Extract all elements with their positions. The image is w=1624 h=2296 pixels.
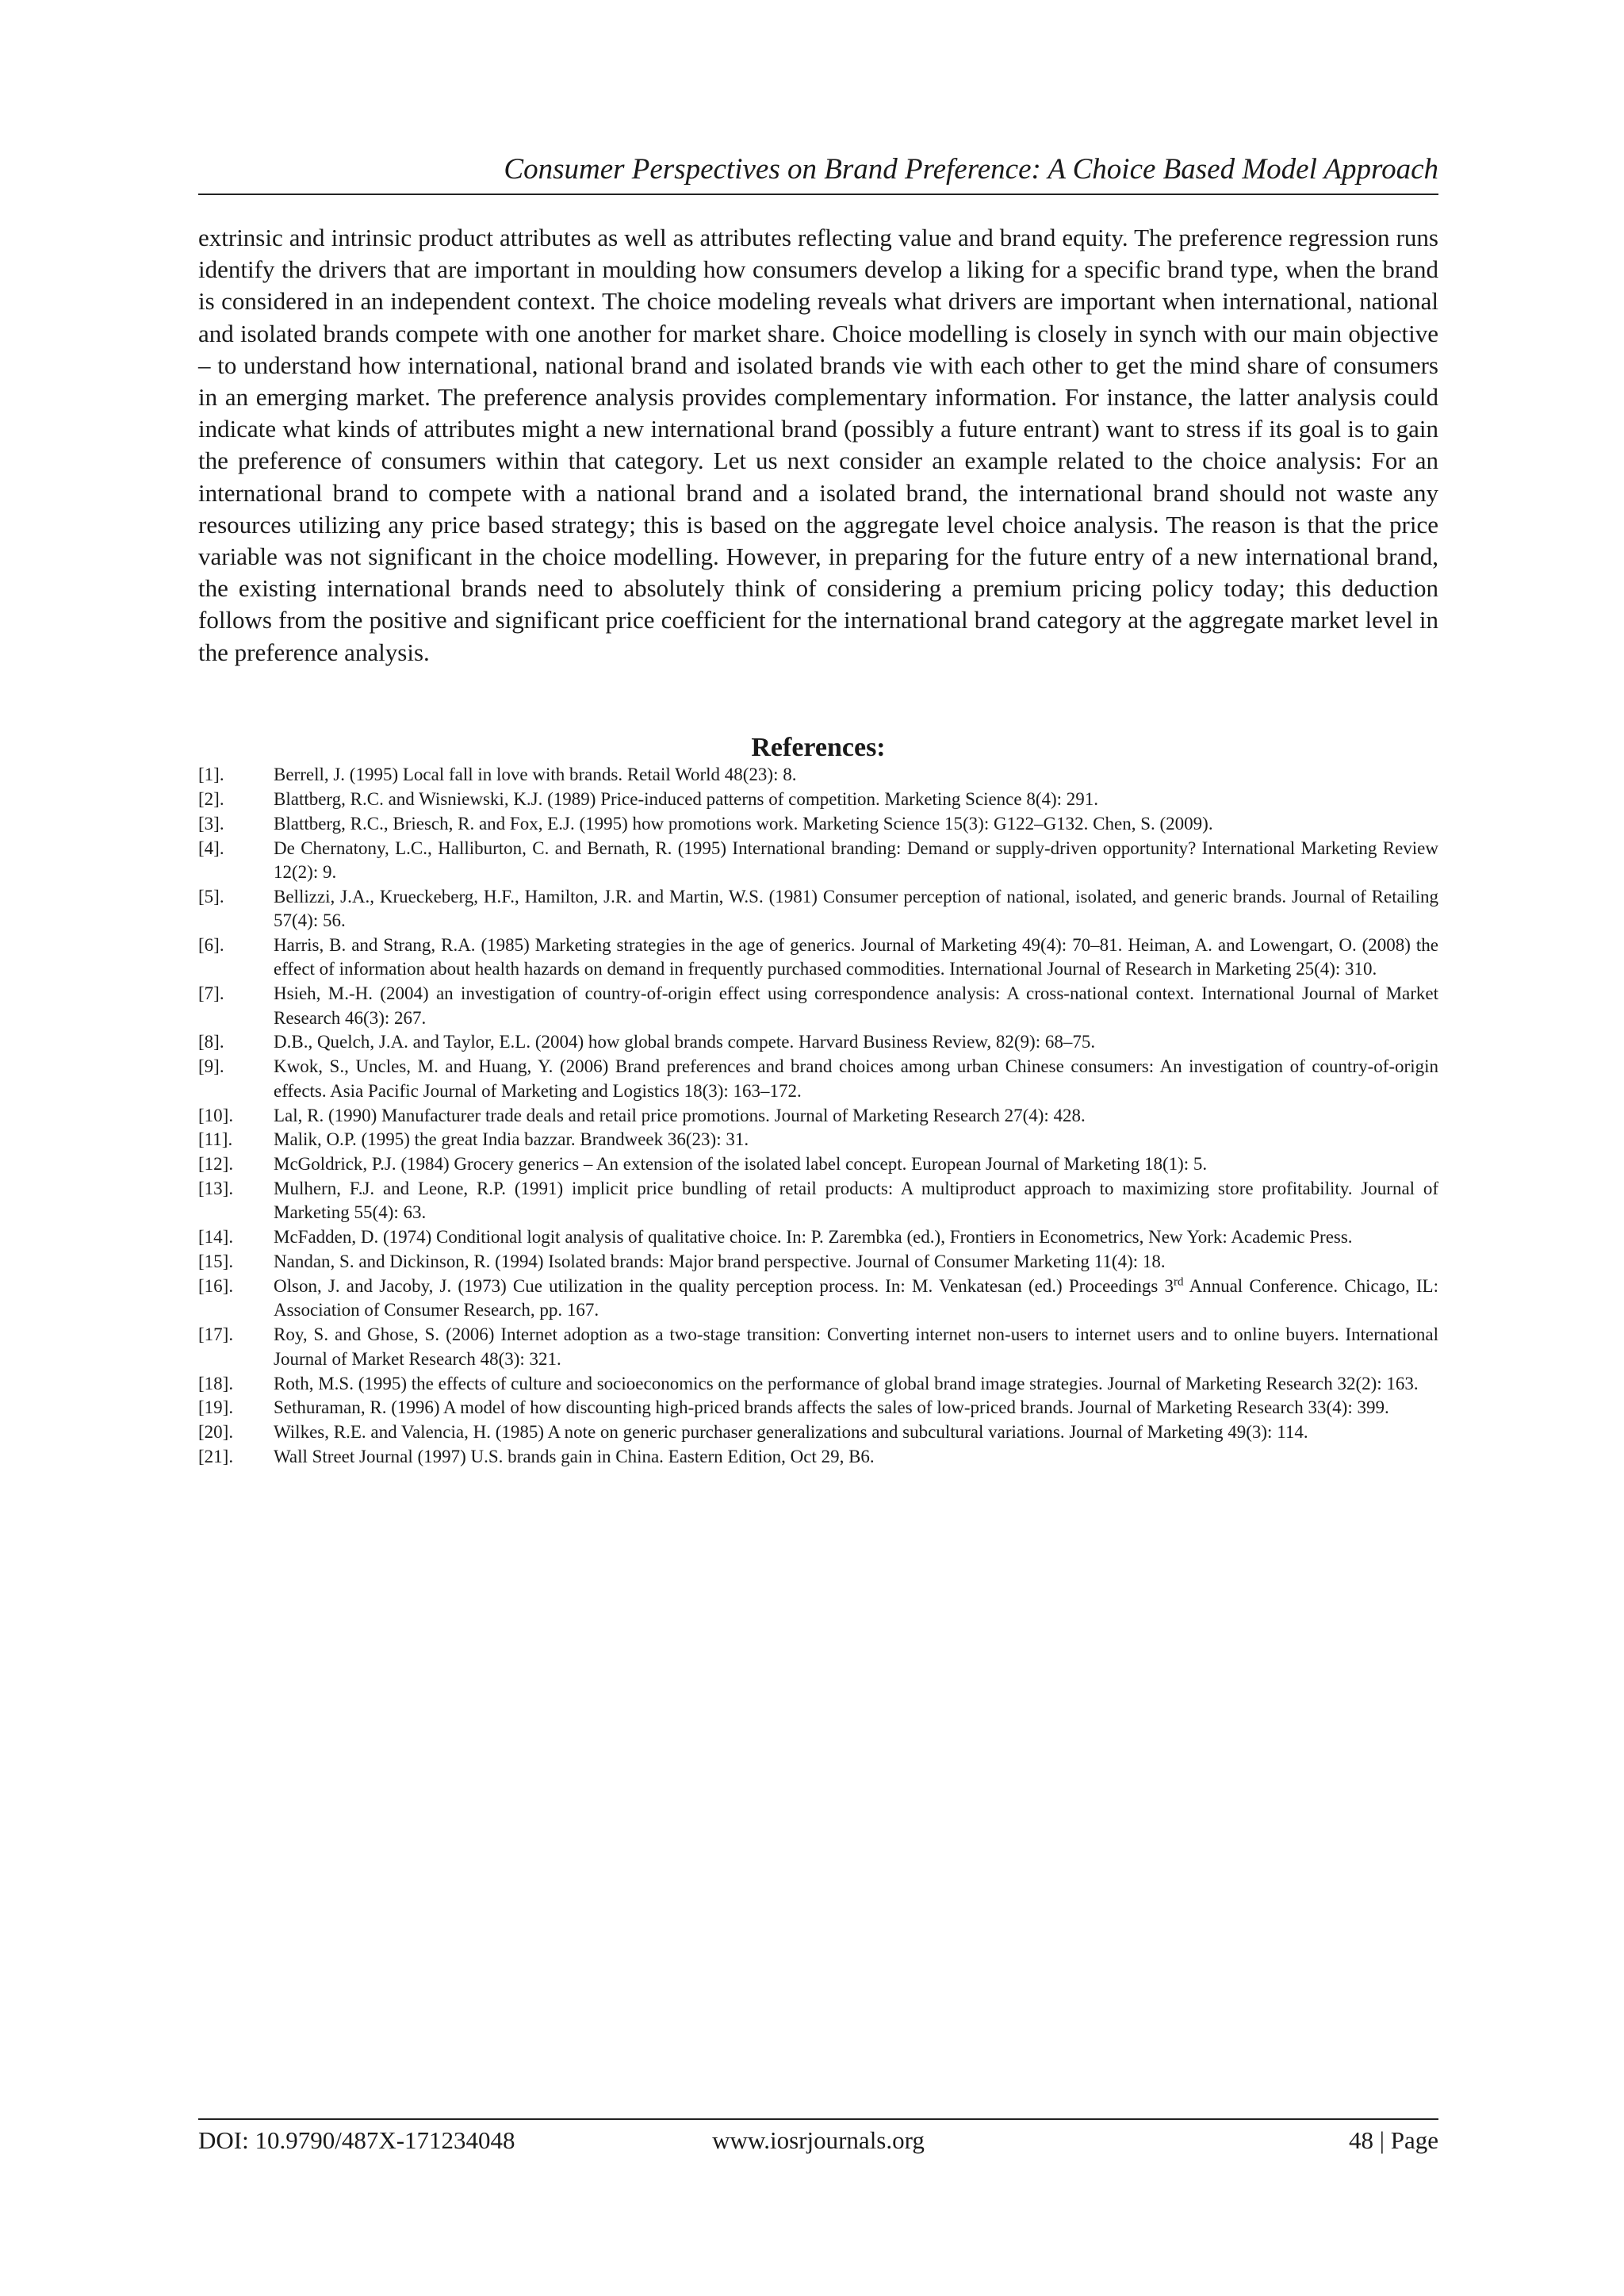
- references-heading: References:: [751, 733, 886, 762]
- reference-text: Lal, R. (1990) Manufacturer trade deals and retail price promotions. Journal of Marketing Research 27(4): 428.: [274, 1105, 1086, 1125]
- references-list: [198, 763, 1438, 1470]
- page-footer: [198, 2118, 1438, 2158]
- reference-text: Blattberg, R.C., Briesch, R. and Fox, E.J. (1995) how promotions work. Marketing Science 15(3): G122–G132. Chen, S. (2009).: [274, 813, 1213, 834]
- reference-text: Kwok, S., Uncles, M. and Huang, Y. (2006) Brand preferences and brand choices among urban Chinese consumers: An investigation of country-of-origin effects. Asia Pacific Journal of Marketing and Logistics 18(3): 163–172.: [274, 1056, 1438, 1101]
- reference-number: [21].: [198, 1447, 234, 1467]
- reference-number: [18].: [198, 1373, 234, 1393]
- body-text: [198, 222, 1438, 669]
- reference-item: [198, 837, 1438, 885]
- reference-number: [1].: [198, 765, 224, 784]
- reference-item: [198, 1128, 1438, 1152]
- reference-text: Mulhern, F.J. and Leone, R.P. (1991) implicit price bundling of retail products: A multiproduct approach to maximizing store profitability. Journal of Marketing 55(4): 63.: [274, 1179, 1438, 1223]
- reference-item: [198, 1274, 1438, 1323]
- reference-text: Hsieh, M.-H. (2004) an investigation of country-of-origin effect using correspondence analysis: A cross-national context. International Journal of Market Research 46(3): 267.: [274, 983, 1438, 1028]
- reference-text: Nandan, S. and Dickinson, R. (1994) Isolated brands: Major brand perspective. Journal of Consumer Marketing 11(4): 18.: [274, 1251, 1166, 1272]
- reference-number: [16].: [198, 1276, 234, 1297]
- reference-item: [198, 1152, 1438, 1176]
- reference-number: [19].: [198, 1397, 234, 1418]
- reference-item: [198, 1420, 1438, 1444]
- reference-item: [198, 885, 1438, 933]
- reference-number: [4].: [198, 838, 224, 858]
- reference-item: [198, 1225, 1438, 1249]
- reference-text-after: Annual Conference. Chicago, IL: Association of Consumer Research, pp. 167.: [274, 1276, 1438, 1320]
- running-title: Consumer Perspectives on Brand Preference: A Choice Based Model Approach: [504, 153, 1438, 186]
- reference-item: [198, 1177, 1438, 1225]
- reference-item: [198, 982, 1438, 1030]
- reference-number: [5].: [198, 886, 224, 907]
- running-header: [198, 151, 1438, 195]
- reference-number: [12].: [198, 1154, 234, 1175]
- reference-text: Sethuraman, R. (1996) A model of how discounting high-priced brands affects the sales of low-priced brands. Journal of Marketing Research 33(4): 399.: [274, 1397, 1389, 1418]
- reference-number: [15].: [198, 1251, 234, 1272]
- reference-number: [17].: [198, 1324, 234, 1345]
- reference-item: [198, 1323, 1438, 1371]
- reference-text: Berrell, J. (1995) Local fall in love with brands. Retail World 48(23): 8.: [274, 765, 797, 784]
- reference-text: De Chernatony, L.C., Halliburton, C. and Bernath, R. (1995) International branding: Demand or supply-driven opportunity? International Marketing Review 12(2): 9.: [274, 838, 1438, 882]
- reference-item: [198, 812, 1438, 836]
- reference-number: [9].: [198, 1056, 224, 1077]
- footer-page-number: 48 | Page: [1349, 2126, 1438, 2154]
- footer-doi: DOI: 10.9790/487X-171234048: [198, 2126, 515, 2154]
- reference-number: [3].: [198, 813, 224, 834]
- reference-text: Roth, M.S. (1995) the effects of culture and socioeconomics on the performance of global brand image strategies. Journal of Marketing Research 32(2): 163.: [274, 1373, 1419, 1393]
- reference-number: [10].: [198, 1105, 234, 1125]
- reference-number: [7].: [198, 983, 224, 1004]
- footer-journal-site: www.iosrjournals.org: [712, 2126, 925, 2154]
- reference-text: McGoldrick, P.J. (1984) Grocery generics – An extension of the isolated label concept. European Journal of Marketing 18(1): 5.: [274, 1154, 1208, 1175]
- reference-item: [198, 1445, 1438, 1469]
- reference-item: [198, 1250, 1438, 1274]
- reference-text-before: Olson, J. and Jacoby, J. (1973) Cue utilization in the quality perception process. In: M. Venkatesan (ed.) Proceedings 3: [274, 1276, 1174, 1297]
- reference-item: [198, 1396, 1438, 1420]
- reference-item: [198, 763, 1438, 787]
- reference-text: Roy, S. and Ghose, S. (2006) Internet adoption as a two-stage transition: Converting internet non-users to internet users and to online buyers. International Journal of Market Research 48(3): 321.: [274, 1324, 1438, 1369]
- reference-number: [14].: [198, 1227, 234, 1248]
- reference-text: Malik, O.P. (1995) the great India bazzar. Brandweek 36(23): 31.: [274, 1129, 749, 1150]
- reference-text: Bellizzi, J.A., Krueckeberg, H.F., Hamilton, J.R. and Martin, W.S. (1981) Consumer perception of national, isolated, and generic brands. Journal of Retailing 57(4): 56.: [274, 886, 1438, 931]
- reference-text: McFadden, D. (1974) Conditional logit analysis of qualitative choice. In: P. Zarembka (ed.), Frontiers in Econometrics, New York: Academic Press.: [274, 1227, 1353, 1248]
- reference-item: [198, 1104, 1438, 1128]
- reference-item: [198, 933, 1438, 982]
- reference-number: [20].: [198, 1422, 234, 1443]
- reference-number: [13].: [198, 1179, 234, 1199]
- body-paragraph: extrinsic and intrinsic product attributes as well as attributes reflecting value and brand equity. The preference regression runs identify the drivers that are important in moulding how consumers develop a liking for a specific brand type, when the brand is considered in an independent context. The choice modeling reveals what drivers are important when international, national and isolated brands compete with one another for market share. Choice modelling is closely in synch with our main objective – to understand how international, national brand and isolated brands vie with each other to get the mind share of consumers in an emerging market. The preference analysis provides complementary information. For instance, the latter analysis could indicate what kinds of attributes might a new international brand (possibly a future entrant) want to stress if its goal is to gain the preference of consumers within that category. Let us next consider an example related to the choice analysis: For an international brand to compete with a national brand and a isolated brand, the international brand should not waste any resources utilizing any price based strategy; this is based on the aggregate level choice analysis. The reason is that the price variable was not significant in the choice modelling. However, in preparing for the future entry of a new international brand, the existing international brands need to absolutely think of considering a premium pricing policy today; this deduction follows from the positive and significant price coefficient for the international brand category at the aggregate market level in the preference analysis.: [198, 224, 1438, 666]
- ordinal-superscript: rd: [1174, 1275, 1184, 1289]
- reference-text: Wilkes, R.E. and Valencia, H. (1985) A note on generic purchaser generalizations and subcultural variations. Journal of Marketing 49(3): 114.: [274, 1422, 1308, 1443]
- reference-text: Wall Street Journal (1997) U.S. brands gain in China. Eastern Edition, Oct 29, B6.: [274, 1447, 875, 1467]
- reference-item: [198, 1030, 1438, 1054]
- reference-text: Blattberg, R.C. and Wisniewski, K.J. (1989) Price-induced patterns of competition. Marketing Science 8(4): 291.: [274, 788, 1099, 809]
- reference-item: [198, 1372, 1438, 1396]
- reference-item: [198, 1055, 1438, 1103]
- reference-number: [11].: [198, 1129, 233, 1150]
- reference-number: [2].: [198, 788, 224, 809]
- reference-number: [6].: [198, 935, 224, 956]
- reference-item: [198, 788, 1438, 811]
- reference-text: D.B., Quelch, J.A. and Taylor, E.L. (2004) how global brands compete. Harvard Business Review, 82(9): 68–75.: [274, 1032, 1096, 1052]
- reference-text: Harris, B. and Strang, R.A. (1985) Marketing strategies in the age of generics. Journal of Marketing 49(4): 70–81. Heiman, A. and Lowengart, O. (2008) the effect of information about health hazards on demand in frequently purchased commodities. International Journal of Research in Marketing 25(4): 310.: [274, 935, 1438, 979]
- reference-number: [8].: [198, 1032, 224, 1052]
